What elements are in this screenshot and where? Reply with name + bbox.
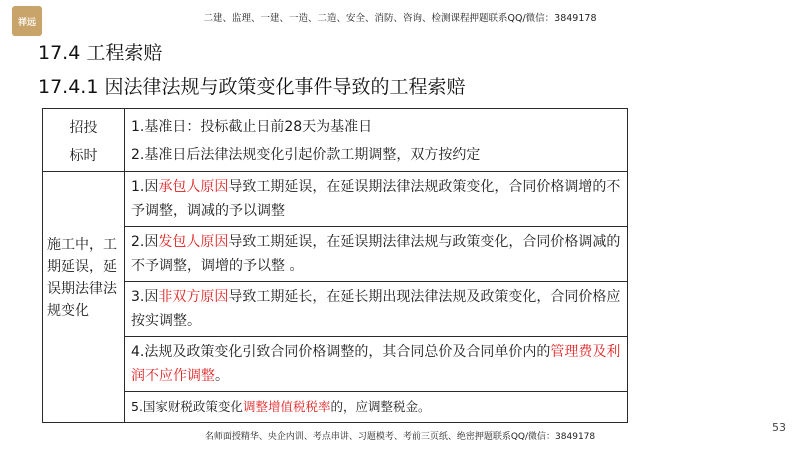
item-text: 的，应调整税金。 <box>330 399 431 414</box>
item-highlight: 非双方原因 <box>158 289 229 305</box>
top-banner: 二建、监理、一建、一造、二造、安全、消防、咨询、检测课程押题联系QQ/微信：3849178 <box>203 13 597 24</box>
item-text: 5.国家财税政策变化 <box>131 399 243 414</box>
construction-item-5 <box>125 392 627 422</box>
section-title: 17.4 工程索赔 <box>38 42 163 64</box>
label-line: 招投 <box>69 120 98 136</box>
item-text: 导致工期延长，在延长期出现法律法规及政策变化，合同价格应按实调整。 <box>131 289 621 329</box>
item-text: 1.因 <box>131 179 159 195</box>
item-highlight: 承包人原因 <box>158 179 229 195</box>
row-label-bidding <box>43 109 125 171</box>
bottom-banner: 名师面授精华、央企内训、考点串讲、习题模考、考前三页纸、绝密押题联系QQ/微信：3849178 <box>204 432 596 442</box>
page-number: 53 <box>772 421 786 434</box>
item-highlight: 调整增值税税率 <box>242 399 331 414</box>
construction-item-3 <box>125 282 627 337</box>
table-row-bidding <box>43 109 627 172</box>
item-text: 。 <box>215 368 229 384</box>
bidding-items <box>125 109 627 171</box>
construction-item-2 <box>125 227 627 282</box>
item-text: 3.因 <box>131 289 159 305</box>
logo: 祥远 <box>12 6 42 36</box>
item-highlight: 管理费及利润不应作调整 <box>131 344 621 384</box>
item-text: 导致工期延误，在延误期法律法规政策变化，合同价格调增的不予调整，调减的予以调整 <box>131 179 621 219</box>
item-text: 导致工期延误，在延误期法律法规与政策变化，合同价格调减的不予调整，调增的予以整 。 <box>131 234 621 274</box>
label-line: 标时 <box>69 148 98 164</box>
row-label-construction: 施工中，工期延误，延误期法律法规变化 <box>43 172 125 422</box>
bidding-item-2: 2.基准日后法律法规变化引起价款工期调整，双方按约定 <box>131 147 481 163</box>
subsection-title: 17.4.1 因法律法规与政策变化事件导致的工程索赔 <box>38 76 466 98</box>
bidding-item-1: 1.基准日：投标截止日前28天为基准日 <box>131 119 373 135</box>
claims-table <box>42 108 628 423</box>
construction-item-1 <box>125 172 627 227</box>
item-highlight: 发包人原因 <box>158 234 229 250</box>
construction-item-4 <box>125 337 627 392</box>
item-text: 4.法规及政策变化引致合同价格调整的，其合同总价及合同单价内的 <box>131 344 551 360</box>
item-text: 2.因 <box>131 234 159 250</box>
construction-items <box>125 172 627 422</box>
table-row-construction <box>43 172 627 422</box>
